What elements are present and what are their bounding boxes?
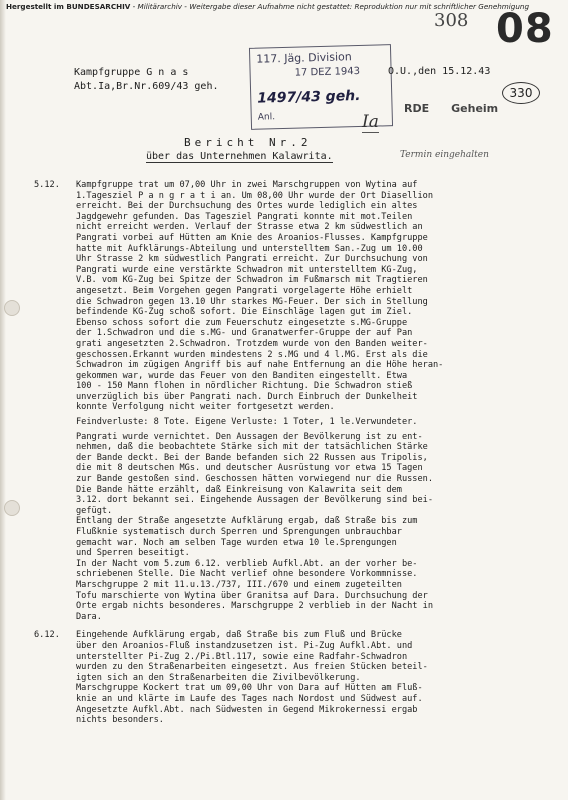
text-line: Tofu marschierte von Wytina über Granitsa auf Dara. Durchsuchung der bbox=[76, 590, 428, 601]
text-line: knie an und klärte im Laufe des Tages nach Nordost und Südwest auf. bbox=[76, 693, 423, 704]
archive-notice bbox=[6, 2, 562, 11]
text-line: die Schwadron gegen 13.10 Uhr starkes MG-Feuer. Der sich in Stellung bbox=[76, 296, 428, 307]
entry-paragraph bbox=[76, 630, 554, 725]
text-line: nichts besonders. bbox=[76, 715, 164, 726]
text-line: Ebenso schoss sofort die zum Feuerschutz eingesetzte s.MG-Gruppe bbox=[76, 317, 408, 328]
text-line: V.B. vom KG-Zug bei Spitze der Schwadron im Fußmarsch mit Tragtieren bbox=[76, 275, 428, 286]
entry-paragraph bbox=[76, 180, 554, 622]
circled-number: 330 bbox=[502, 82, 540, 104]
stamp-division: 117. Jäg. Division bbox=[256, 50, 352, 66]
text-line: Dara. bbox=[76, 611, 102, 622]
punch-hole-bottom bbox=[4, 500, 20, 516]
text-line: gefügt. bbox=[76, 505, 113, 516]
text-line: Angesetzte Aufkl.Abt. nach Südwesten in Gegend Mikrokernessi ergab bbox=[76, 704, 418, 715]
text-line: und Sperren beseitigt. bbox=[76, 548, 190, 559]
text-line: Entlang der Straße angesetzte Aufklärung ergab, daß Straße bis zum bbox=[76, 516, 418, 527]
text-line: gekommen war, wurde das Feuer von den Banditen eingestellt. Etwa bbox=[76, 370, 408, 381]
stamp-attachment: Anl. bbox=[257, 112, 276, 123]
text-line: geschossen.Erkannt wurden mindestens 2 s.MG und 4 l.MG. Erst als die bbox=[76, 349, 428, 360]
text-line: Marschgruppe Kockert trat um 09,00 Uhr von Dara auf Hütten am Fluß- bbox=[76, 683, 423, 694]
sender-block bbox=[74, 66, 219, 94]
text-line: grati angesetzten 2.Schwadron. Trotzdem wurde von den Banden weiter- bbox=[76, 338, 428, 349]
text-line: Eingehende Aufklärung ergab, daß Straße bis zum Fluß und Brücke bbox=[76, 630, 402, 641]
text-line: nicht erreicht werden. Verlauf der Strasse etwa 2 km südwestlich an bbox=[76, 222, 423, 233]
text-line: zur Bande gestoßen sind. Geschossen hätten vorwiegend nur die Russen. bbox=[76, 474, 433, 485]
report-entry bbox=[34, 180, 554, 622]
text-line: Schwadron im zügigen Angriff bis auf nahe Entfernung an die Höhe heran- bbox=[76, 360, 444, 371]
stamp-date: 17 DEZ 1943 bbox=[294, 65, 361, 79]
text-line: Die Bande hätte erzählt, daß Einkreisung von Kalawrita seit dem bbox=[76, 484, 402, 495]
text-line: die mit 8 deutschen MGs. und deutscher Ausrüstung vor etwa 15 Tagen bbox=[76, 463, 423, 474]
text-line: Jagdgewehr gefunden. Das Tagesziel Pangrati konnte mit mot.Teilen bbox=[76, 211, 413, 222]
handwritten-ia: Ia bbox=[362, 112, 379, 132]
text-line: schriebenen Stelle. Die Nacht verlief ohne besondere Vorkommnisse. bbox=[76, 569, 418, 580]
sender-unit: Kampfgruppe G n a s bbox=[74, 67, 189, 78]
text-line: nehmen, daß die beobachtete Stärke sich mit der tatsächlichen Stärke bbox=[76, 442, 428, 453]
classification-stamp bbox=[404, 102, 520, 115]
archive-notice-restriction: - Militärarchiv - Weitergabe dieser Aufnahme nicht gestattet: Reproduktion nur mit schriftlicher Genehmigung bbox=[130, 2, 530, 11]
classification-rde: RDE bbox=[404, 102, 430, 115]
text-line: unverzüglich bis über Pangrati nach. Durch Einbruch der Dunkelheit bbox=[76, 391, 418, 402]
text-line: hatte mit Aufklärungs-Abteilung und unterstelltem San.-Zug um 10.00 bbox=[76, 243, 423, 254]
handwritten-page-number: 08 bbox=[496, 6, 554, 52]
stamp-register-number: 1497/43 geh. bbox=[257, 87, 361, 107]
text-line: konnte Verfolgung nicht weiter fortgesetzt werden. bbox=[76, 402, 335, 413]
handwritten-margin-note: Termin eingehalten bbox=[400, 150, 489, 160]
archive-notice-source: Hergestellt im BUNDESARCHIV bbox=[6, 2, 131, 11]
text-line: Flußknie systematisch durch Sperren und Sprengungen unbrauchbar bbox=[76, 527, 402, 537]
text-line: igten sich an den Straßenarbeiten die Zivilbevölkerung. bbox=[76, 672, 361, 683]
text-line: Feindverluste: 8 Tote. Eigene Verluste: 1 Toter, 1 le.Verwundeter. bbox=[76, 417, 418, 428]
place-date: O.U.,den 15.12.43 bbox=[388, 66, 491, 77]
report-title: Bericht Nr.2 bbox=[184, 136, 312, 149]
text-line: 1.Tagesziel P a n g r a t i an. Um 08,00 Uhr wurde der Ort Diasellion bbox=[76, 190, 433, 201]
text-line: befindende KG-Zug schoß sofort. Die Einschläge lagen gut im Ziel. bbox=[76, 307, 413, 318]
text-line: Pangrati wurde eine verstärkte Schwadron mit unterstelltem KG-Zug, bbox=[76, 264, 418, 275]
text-line: Marschgruppe 2 mit 11.u.13./737, III./670 und einem zugeteilten bbox=[76, 579, 402, 590]
entry-date: 6.12. bbox=[34, 630, 60, 641]
text-line: In der Nacht vom 5.zum 6.12. verblieb Aufkl.Abt. an der vorher be- bbox=[76, 558, 418, 569]
text-line: wurden zu den Straßenarbeiten eingesetzt. Aus freien Stücken beteil- bbox=[76, 662, 428, 673]
text-line: der Bande deckt. Bei der Bande befanden sich 22 Russen aus Tripolis, bbox=[76, 452, 428, 463]
text-line: 100 - 150 Mann flohen in nördlicher Richtung. Die Schwadron stieß bbox=[76, 381, 413, 392]
punch-hole-top bbox=[4, 300, 20, 316]
text-line: über den Aroanios-Fluß instandzusetzen ist. Pi-Zug Aufkl.Abt. und bbox=[76, 640, 413, 651]
report-subtitle: über das Unternehmen Kalawrita. bbox=[146, 151, 333, 162]
text-line: gemacht war. Noch am selben Tage wurden etwa 10 le.Sprengungen bbox=[76, 537, 397, 548]
text-line: Pangrati vorbei auf Hütten am Knie des Aroanios-Flusses. Kampfgruppe bbox=[76, 232, 428, 243]
text-line: erreicht. Bei der Durchsuchung des Ortes wurde lediglich ein altes bbox=[76, 201, 418, 212]
handwritten-folio-number: 308 bbox=[434, 10, 469, 31]
text-line: unterstellter Pi-Zug 2./Pi.Btl.117, sowie eine Radfahr-Schwadron bbox=[76, 651, 408, 662]
report-body bbox=[34, 180, 554, 726]
text-line: Uhr Strasse 2 km südwestlich Pangrati erreicht. Zur Durchsuchung von bbox=[76, 254, 428, 265]
reference-number: Abt.Ia,Br.Nr.609/43 geh. bbox=[74, 81, 219, 92]
text-line: Kampfgruppe trat um 07,00 Uhr in zwei Marschgruppen von Wytina auf bbox=[76, 180, 418, 190]
scan-edge bbox=[0, 0, 6, 800]
report-entry bbox=[34, 630, 554, 725]
text-line: Orte ergab nichts besonderes. Marschgruppe 2 verblieb in der Nacht in bbox=[76, 601, 433, 612]
text-line: 3.12. dort bekannt sei. Eingehende Aussagen der Bevölkerung sind bei- bbox=[76, 495, 433, 506]
classification-geheim: Geheim bbox=[451, 102, 499, 115]
entry-date: 5.12. bbox=[34, 180, 60, 190]
text-line: angesetzt. Beim Vorgehen gegen Pangrati vorgelagerte Höhe erhielt bbox=[76, 285, 413, 296]
text-line: der 1.Schwadron und die s.MG- und Granatwerfer-Gruppe der auf Pan bbox=[76, 328, 413, 339]
text-line: Pangrati wurde vernichtet. Den Aussagen der Bevölkerung ist zu ent- bbox=[76, 431, 423, 442]
